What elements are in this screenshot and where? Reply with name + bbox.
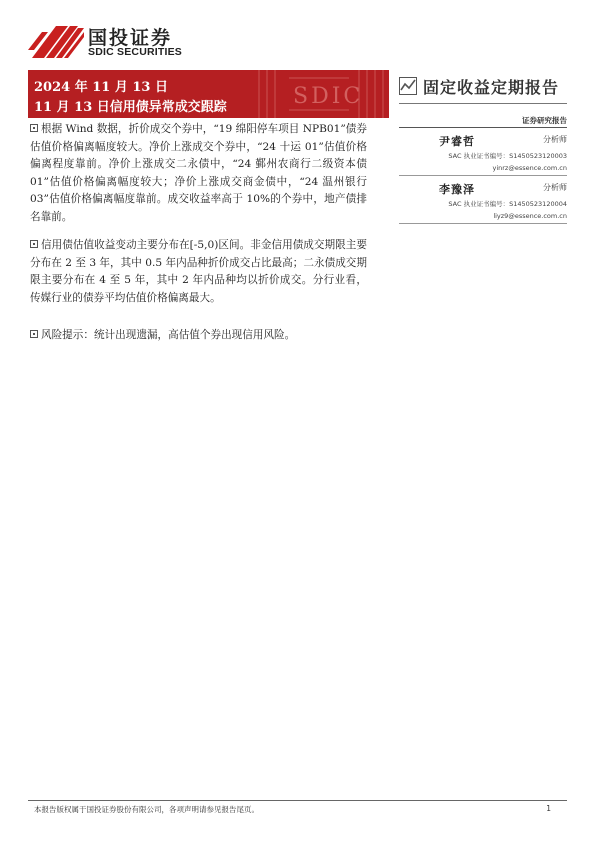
risk-paragraph [30, 327, 367, 345]
report-type-header [399, 75, 567, 99]
logo-text-cn: 国投证券 [88, 27, 173, 49]
summary-paragraph [30, 121, 367, 226]
analyst-role: 分析师 [543, 183, 567, 192]
paragraph-text: 根据 Wind 数据，折价成交个券中，“19 绵阳停车项目 NPB01”债券估值价格偏离幅度较大。净价上涨成交个券中，“24 十运 01”估值价格偏离程度靠前。净价上涨成交二永债中，“24 鄞州农商行二级资本债 01”估值价格偏离幅度较大；净价上涨成交商金债中，“24 温州银行 03”估值价格偏离幅度靠前。成交收益率高于 10%的个券中，地产债排名靠前。 [30, 123, 367, 223]
footer-disclaimer: 本报告版权属于国投证券股份有限公司，各项声明请参见报告尾页。 [34, 805, 259, 814]
company-logo [28, 20, 198, 62]
page-number: 1 [546, 804, 551, 813]
bullet-icon [30, 124, 38, 132]
logo-text-en: SDIC SECURITIES [88, 46, 183, 58]
analyst-role: 分析师 [543, 135, 567, 144]
footer-divider [28, 800, 567, 801]
analyst-email[interactable]: liyz9@essence.com.cn [493, 212, 567, 220]
report-title: 11 月 13 日信用债异常成交跟踪 [34, 100, 227, 115]
analyst-name: 李豫泽 [439, 183, 475, 196]
report-type: 固定收益定期报告 [423, 78, 560, 97]
analyst-email[interactable]: yinrz@essence.com.cn [492, 164, 567, 172]
title-banner [28, 70, 389, 118]
paragraph-text: 风险提示：统计出现遗漏，高估值个券出现信用风险。 [41, 329, 296, 341]
banner-decoration [229, 70, 389, 118]
bullet-icon [30, 330, 38, 338]
divider [399, 175, 567, 176]
logo-stripes-icon [28, 20, 84, 62]
report-date: 2024 年 11 月 13 日 [34, 80, 168, 95]
divider [399, 223, 567, 224]
divider [399, 103, 567, 104]
banner-watermark: SDIC [293, 84, 364, 109]
divider [399, 127, 567, 128]
analyst-sac-number: SAC 执业证书编号：S1450523120004 [448, 200, 567, 208]
analyst-name: 尹睿哲 [439, 135, 475, 148]
analyst-sac-number: SAC 执业证书编号：S1450523120003 [448, 152, 567, 160]
bullet-icon [30, 240, 38, 248]
report-subtitle: 证券研究报告 [522, 116, 567, 125]
paragraph-text: 信用债估值收益变动主要分布在[-5,0)区间。非金信用债成交期限主要分布在 2 至 3 年，其中 0.5 年内品种折价成交占比最高；二永债成交期限主要分布在 4 至 5 年，其中 2 年内品种均以折价成交。分行业看，传媒行业的债券平均估值价格偏离最大。 [30, 239, 367, 304]
summary-paragraph [30, 237, 367, 307]
chart-trend-icon [399, 77, 417, 95]
